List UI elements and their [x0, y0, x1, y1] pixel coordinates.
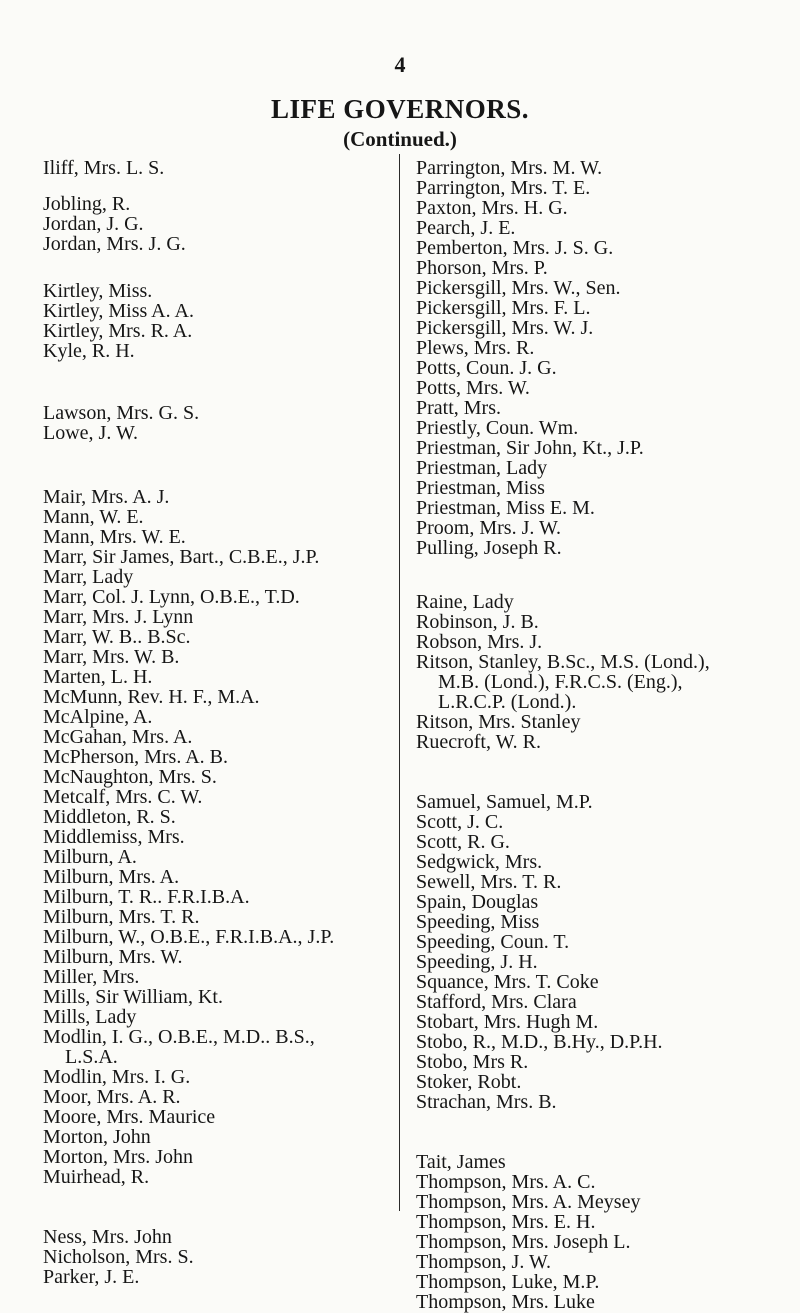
name-group	[43, 487, 393, 1187]
governor-entry: Morton, Mrs. John	[43, 1146, 194, 1168]
name-group	[416, 158, 796, 558]
governor-entry: Jordan, J. G.	[43, 213, 144, 235]
governor-entry: Lawson, Mrs. G. S.	[43, 402, 200, 424]
governor-entry: L.R.C.P. (Lond.).	[438, 691, 577, 713]
governor-entry: Robinson, J. B.	[416, 611, 539, 633]
name-group	[43, 194, 393, 254]
name-group	[416, 592, 796, 752]
governor-entry: Kirtley, Miss A. A.	[43, 300, 194, 322]
governor-entry: Potts, Coun. J. G.	[416, 357, 557, 379]
governor-entry: Milburn, Mrs. A.	[43, 866, 180, 888]
governor-entry: Phorson, Mrs. P.	[416, 257, 548, 279]
governor-entry: Speeding, J. H.	[416, 951, 538, 973]
governor-entry: Milburn, T. R.. F.R.I.B.A.	[43, 886, 250, 908]
governor-entry: McNaughton, Mrs. S.	[43, 766, 217, 788]
governor-entry: Stafford, Mrs. Clara	[416, 991, 577, 1013]
governor-entry: Marr, W. B.. B.Sc.	[43, 626, 191, 648]
governor-entry: Milburn, Mrs. T. R.	[43, 906, 200, 928]
governor-entry: Marr, Lady	[43, 566, 134, 588]
name-group	[43, 158, 393, 178]
governor-entry: Pulling, Joseph R.	[416, 537, 562, 559]
governor-entry: Modlin, I. G., O.B.E., M.D.. B.S.,	[43, 1026, 315, 1048]
governor-entry: Ness, Mrs. John	[43, 1226, 172, 1248]
governor-entry: Priestman, Miss E. M.	[416, 497, 595, 519]
governor-entry: Ritson, Mrs. Stanley	[416, 711, 581, 733]
governor-entry: Metcalf, Mrs. C. W.	[43, 786, 203, 808]
governor-entry: Thompson, Mrs. Luke	[416, 1291, 595, 1313]
governor-entry: McMunn, Rev. H. F., M.A.	[43, 686, 260, 708]
governor-entry: Kyle, R. H.	[43, 340, 135, 362]
governor-entry: Stobart, Mrs. Hugh M.	[416, 1011, 599, 1033]
governor-entry: Parker, J. E.	[43, 1266, 140, 1288]
governor-entry: Ritson, Stanley, B.Sc., M.S. (Lond.),	[416, 651, 710, 673]
governor-entry: Kirtley, Miss.	[43, 280, 153, 302]
governor-entry: Pratt, Mrs.	[416, 397, 501, 419]
governor-entry: Potts, Mrs. W.	[416, 377, 530, 399]
governor-entry: Middleton, R. S.	[43, 806, 176, 828]
governor-entry: Priestman, Lady	[416, 457, 548, 479]
governor-entry: Raine, Lady	[416, 591, 514, 613]
governor-entry: Mann, W. E.	[43, 506, 144, 528]
governor-entry: Jordan, Mrs. J. G.	[43, 233, 186, 255]
governor-entry: Marten, L. H.	[43, 666, 153, 688]
governor-entry: Strachan, Mrs. B.	[416, 1091, 557, 1113]
governor-entry: Thompson, Mrs. E. H.	[416, 1211, 596, 1233]
name-group	[416, 792, 796, 1112]
governor-entry: Scott, R. G.	[416, 831, 510, 853]
governor-entry: Samuel, Samuel, M.P.	[416, 791, 593, 813]
governor-entry: Pearch, J. E.	[416, 217, 516, 239]
governor-entry: Moore, Mrs. Maurice	[43, 1106, 216, 1128]
name-group	[43, 1227, 393, 1287]
governor-entry: Miller, Mrs.	[43, 966, 140, 988]
governor-entry: Modlin, Mrs. I. G.	[43, 1066, 191, 1088]
governor-entry: M.B. (Lond.), F.R.C.S. (Eng.),	[438, 671, 683, 693]
governor-entry: McGahan, Mrs. A.	[43, 726, 193, 748]
column-divider	[399, 154, 400, 1211]
governor-entry: McAlpine, A.	[43, 706, 153, 728]
governor-entry: Thompson, J. W.	[416, 1251, 552, 1273]
right-column	[416, 158, 796, 1312]
governor-entry: Muirhead, R.	[43, 1166, 150, 1188]
governor-entry: Mills, Sir William, Kt.	[43, 986, 223, 1008]
name-group	[43, 281, 393, 361]
governor-entry: Milburn, A.	[43, 846, 137, 868]
governor-entry: Proom, Mrs. J. W.	[416, 517, 562, 539]
governor-entry: Stobo, Mrs R.	[416, 1051, 529, 1073]
governor-entry: Mair, Mrs. A. J.	[43, 486, 170, 508]
governor-entry: Marr, Col. J. Lynn, O.B.E., T.D.	[43, 586, 300, 608]
governor-entry: Ruecroft, W. R.	[416, 731, 541, 753]
governor-entry: Speeding, Miss	[416, 911, 540, 933]
governor-entry: Pickersgill, Mrs. W., Sen.	[416, 277, 621, 299]
governor-entry: Stobo, R., M.D., B.Hy., D.P.H.	[416, 1031, 663, 1053]
governor-entry: Thompson, Luke, M.P.	[416, 1271, 600, 1293]
governor-entry: Mills, Lady	[43, 1006, 137, 1028]
governor-entry: Paxton, Mrs. H. G.	[416, 197, 568, 219]
governor-entry: Parrington, Mrs. M. W.	[416, 157, 603, 179]
governor-entry: Mann, Mrs. W. E.	[43, 526, 186, 548]
governor-entry: Speeding, Coun. T.	[416, 931, 570, 953]
governor-entry: Milburn, Mrs. W.	[43, 946, 183, 968]
governor-entry: Parrington, Mrs. T. E.	[416, 177, 591, 199]
name-group	[43, 403, 393, 443]
page-title: LIFE GOVERNORS.	[270, 94, 530, 124]
governor-entry: Pickersgill, Mrs. W. J.	[416, 317, 594, 339]
governor-entry: Moor, Mrs. A. R.	[43, 1086, 181, 1108]
governor-entry: Priestman, Sir John, Kt., J.P.	[416, 437, 644, 459]
governor-entry: Tait, James	[416, 1151, 506, 1173]
governor-entry: Sewell, Mrs. T. R.	[416, 871, 562, 893]
governor-entry: Pemberton, Mrs. J. S. G.	[416, 237, 614, 259]
governor-entry: Pickersgill, Mrs. F. L.	[416, 297, 591, 319]
governor-entry: L.S.A.	[65, 1046, 118, 1068]
governor-entry: Nicholson, Mrs. S.	[43, 1246, 194, 1268]
governor-entry: Priestly, Coun. Wm.	[416, 417, 579, 439]
governor-entry: Thompson, Mrs. A. Meysey	[416, 1191, 641, 1213]
governor-entry: Sedgwick, Mrs.	[416, 851, 543, 873]
governor-entry: Stoker, Robt.	[416, 1071, 522, 1093]
page-subtitle: (Continued.)	[343, 127, 457, 151]
governor-entry: Plews, Mrs. R.	[416, 337, 535, 359]
governor-entry: Thompson, Mrs. Joseph L.	[416, 1231, 631, 1253]
governor-entry: Priestman, Miss	[416, 477, 545, 499]
governor-entry: Scott, J. C.	[416, 811, 504, 833]
governor-entry: Jobling, R.	[43, 193, 131, 215]
governor-entry: Middlemiss, Mrs.	[43, 826, 185, 848]
governor-entry: Robson, Mrs. J.	[416, 631, 543, 653]
governor-entry: Marr, Sir James, Bart., C.B.E., J.P.	[43, 546, 320, 568]
governor-entry: Squance, Mrs. T. Coke	[416, 971, 599, 993]
governor-entry: Milburn, W., O.B.E., F.R.I.B.A., J.P.	[43, 926, 335, 948]
governor-entry: Lowe, J. W.	[43, 422, 138, 444]
governor-entry: Thompson, Mrs. A. C.	[416, 1171, 596, 1193]
governor-entry: Spain, Douglas	[416, 891, 539, 913]
name-group	[416, 1152, 796, 1312]
governor-entry: Morton, John	[43, 1126, 151, 1148]
governor-entry: Marr, Mrs. J. Lynn	[43, 606, 194, 628]
page-number: 4	[394, 52, 406, 77]
governor-entry: McPherson, Mrs. A. B.	[43, 746, 229, 768]
governor-entry: Iliff, Mrs. L. S.	[43, 157, 165, 179]
governor-entry: Kirtley, Mrs. R. A.	[43, 320, 193, 342]
governor-entry: Marr, Mrs. W. B.	[43, 646, 180, 668]
left-column	[43, 158, 393, 1287]
